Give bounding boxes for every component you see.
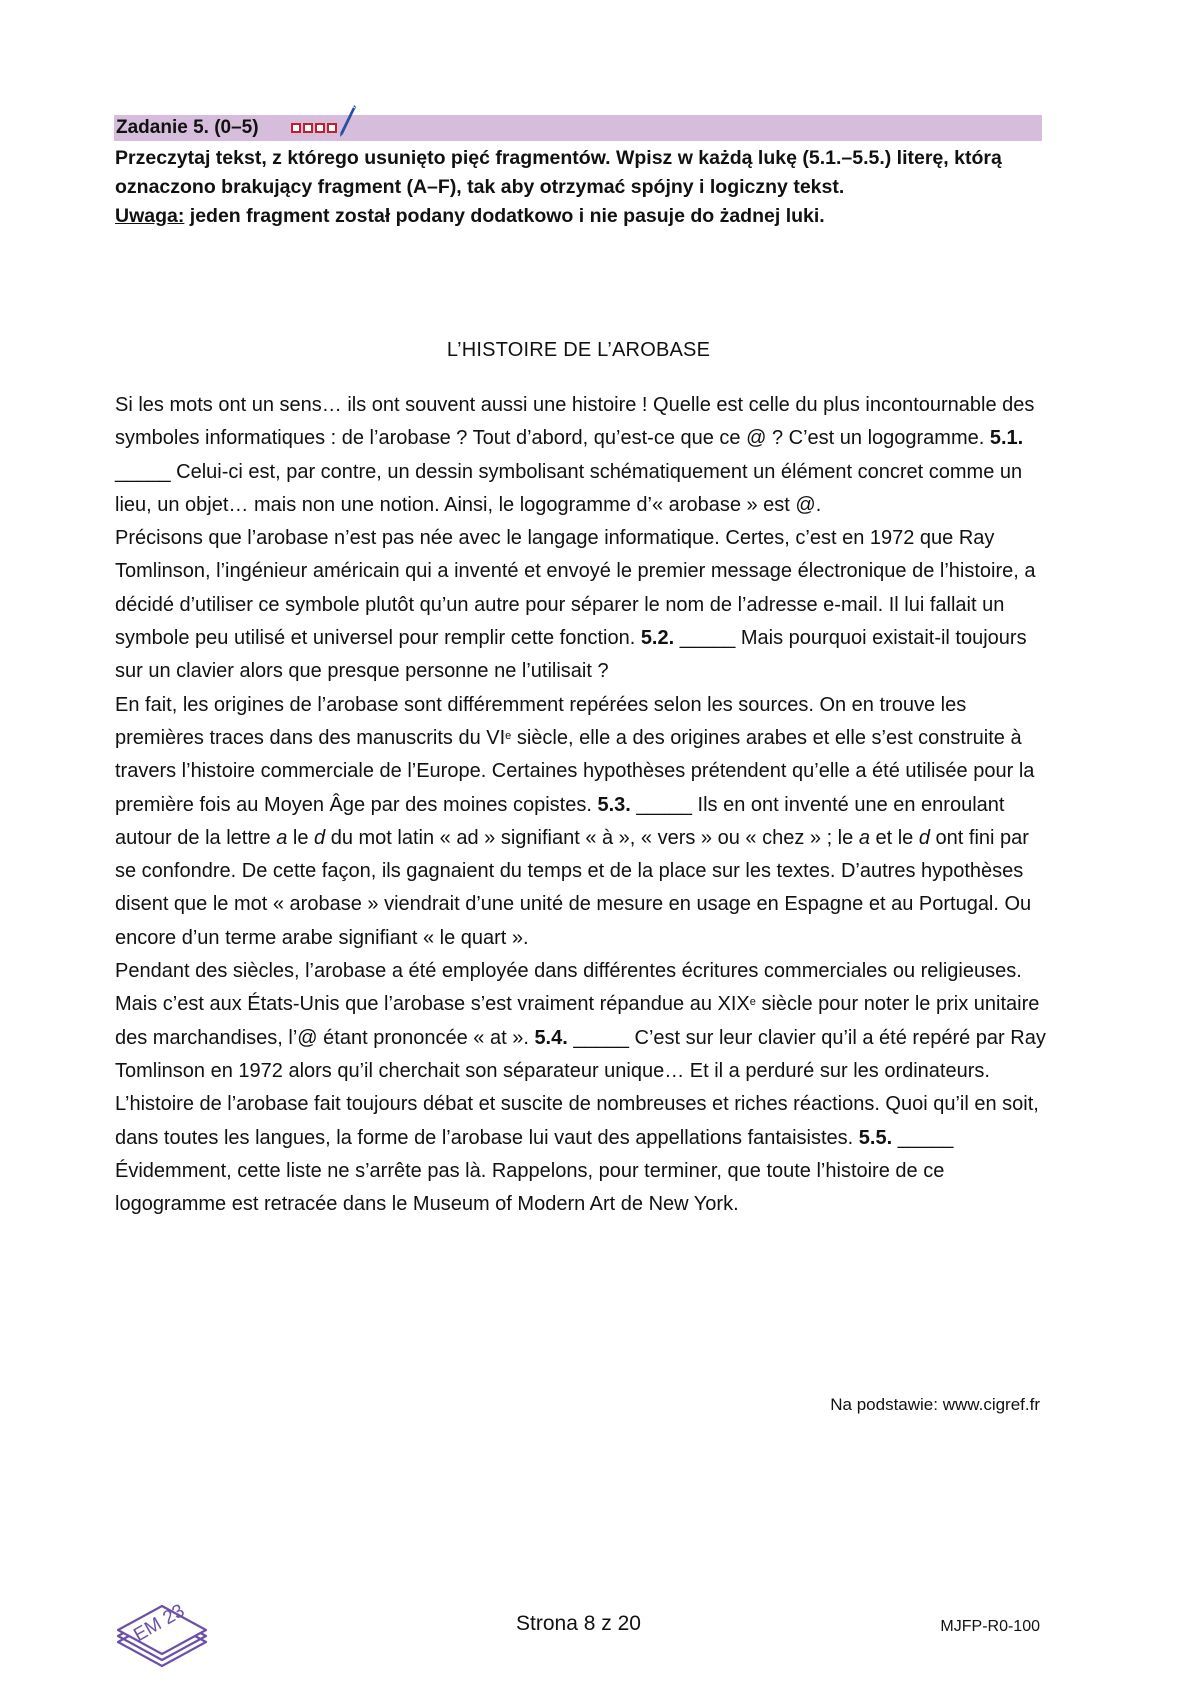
- gap-5-1: 5.1.: [989, 427, 1024, 450]
- reading-text: [115, 389, 1050, 1221]
- superscript: e: [749, 996, 756, 1009]
- task-title: Zadanie 5. (0–5): [116, 117, 259, 138]
- score-box-icon: [303, 123, 313, 133]
- paragraph-2: [115, 522, 1050, 688]
- task-instructions: [115, 144, 1045, 231]
- text-segment: et le: [869, 826, 919, 849]
- text-segment: L’histoire de l’arobase fait toujours débat et suscite de nombreuses et riches réactions. Quoi qu’il en soit, dans toutes les langues, la forme de l’arobase lui vaut des appellations fantaisistes.: [115, 1093, 1039, 1149]
- text-segment: En fait, les origines de l’arobase sont différemment repérées selon les sources. On en trouve les premières traces dans des manuscrits du VI: [115, 693, 967, 749]
- superscript: e: [505, 729, 512, 742]
- text-segment: Précisons que l’arobase n’est pas née avec le langage informatique. Certes, c’est en 1972 que Ray Tomlinson, l’ingénieur américain qui a inventé et envoyé le premier message électronique de l’histoire, a décidé d’utiliser ce symbole plutôt qu’un autre pour séparer le nom de l’adresse e-mail. Il lui fallait un symbole peu utilisé et universel pour remplir cette fonction.: [115, 527, 1036, 650]
- text-segment: le: [287, 826, 315, 849]
- page-number: Strona 8 z 20: [516, 1612, 641, 1635]
- score-box-icon: [315, 123, 325, 133]
- instruction-note: [115, 202, 1045, 231]
- source-citation: Na podstawie: www.cigref.fr: [830, 1395, 1040, 1414]
- instruction-text: Przeczytaj tekst, z którego usunięto pięć fragmentów. Wpisz w każdą lukę (5.1.–5.5.) literę, którą oznaczono brakujący fragment (A–F), tak aby otrzymać spójny i logiczny tekst.: [115, 147, 1002, 198]
- italic-letter: d: [314, 826, 326, 849]
- text-segment: _____ Évidemment, cette liste ne s’arrête pas là. Rappelons, pour terminer, que toute l’histoire de ce logogramme est retracée dans le Museum of Modern Art de New York.: [115, 1126, 954, 1216]
- pen-icon: [339, 104, 357, 138]
- text-segment: Si les mots ont un sens… ils ont souvent aussi une histoire ! Quelle est celle du plus incontournable des symboles informatiques : de l’arobase ? Tout d’abord, qu’est-ce que ce @ ? C’est un logogramme.: [115, 394, 1035, 450]
- text-segment: Pendant des siècles, l’arobase a été employée dans différentes écritures commerciales ou religieuses. Mais c’est aux États-Unis que l’arobase s’est vraiment répandue au XIX: [115, 960, 1022, 1016]
- text-segment: _____ Ils en ont inventé une en enroulant autour de la lettre: [115, 793, 1005, 849]
- text-segment: siècle pour noter le prix unitaire des marchandises, l’@ étant prononcée « at ».: [115, 993, 1040, 1049]
- paragraph-3: [115, 689, 1050, 955]
- paragraph-4: [115, 955, 1050, 1088]
- note-label: Uwaga:: [115, 205, 185, 227]
- italic-letter: a: [858, 826, 870, 849]
- score-boxes: [291, 118, 357, 138]
- gap-5-2: 5.2.: [640, 627, 675, 650]
- text-segment: ont fini par se confondre. De cette façon, ils gagnaient du temps et de la place sur les textes. D’autres hypothèses disent que le mot « arobase » viendrait d’une unité de mesure en usage en Espagne et au Portugal. Ou encore d’un terme arabe signifiant « le quart ».: [115, 826, 1032, 949]
- text-segment: _____ Mais pourquoi existait-il toujours sur un clavier alors que presque personne ne l’utilisait ?: [115, 627, 1027, 683]
- italic-letter: d: [918, 826, 930, 849]
- gap-5-3: 5.3.: [597, 793, 631, 816]
- logo-text: EM 23: [130, 1600, 189, 1647]
- score-box-icon: [327, 123, 337, 133]
- text-title: L’HISTOIRE DE L’AROBASE: [446, 339, 711, 361]
- text-segment: siècle, elle a des origines arabes et elle s’est construite à travers l’histoire commerciale de l’Europe. Certaines hypothèses prétendent qu’elle a été utilisée pour la première fois au Moyen Âge par des moines copistes.: [115, 726, 1035, 816]
- paragraph-1: [115, 389, 1050, 522]
- text-segment: _____ Celui-ci est, par contre, un dessin symbolisant schématiquement un élément concret comme un lieu, un objet… mais non une notion. Ainsi, le logogramme d’« arobase » est @.: [115, 460, 1023, 516]
- task-header-bar: [114, 115, 1042, 141]
- note-text: jeden fragment został podany dodatkowo i nie pasuje do żadnej luki.: [184, 205, 825, 227]
- paragraph-5: [115, 1088, 1050, 1221]
- gap-5-4: 5.4.: [534, 1026, 568, 1049]
- score-box-icon: [291, 123, 301, 133]
- text-segment: _____ C’est sur leur clavier qu’il a été repéré par Ray Tomlinson en 1972 alors qu’il cherchait son séparateur unique… Et il a perduré sur les ordinateurs.: [115, 1026, 1046, 1082]
- text-segment: du mot latin « ad » signifiant « à », « vers » ou « chez » ; le: [325, 826, 859, 849]
- italic-letter: a: [276, 826, 288, 849]
- exam-code: MJFP-R0-100: [940, 1618, 1040, 1635]
- gap-5-5: 5.5.: [858, 1126, 893, 1149]
